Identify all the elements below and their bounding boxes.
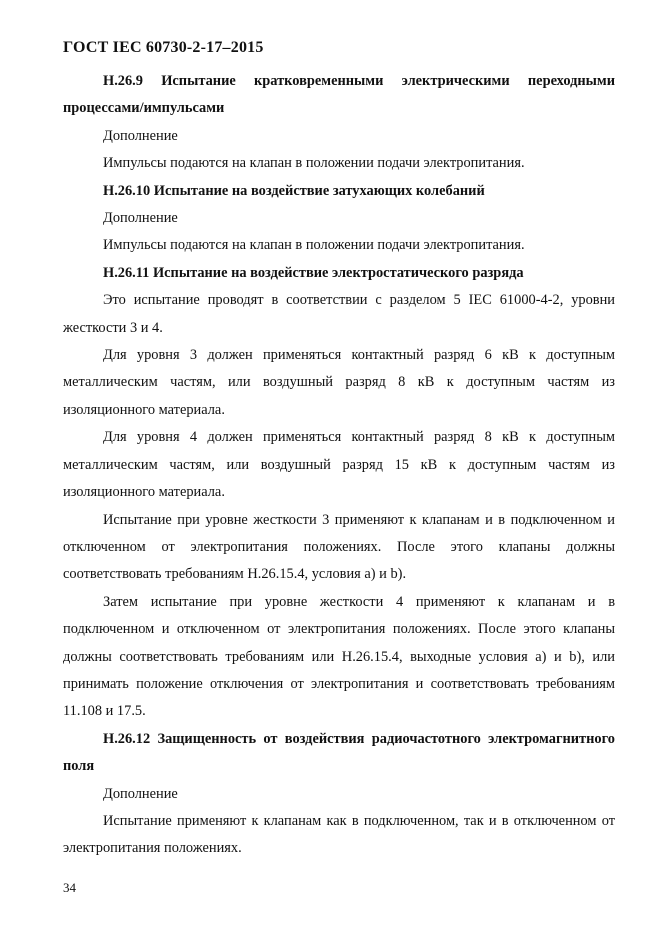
paragraph: Импульсы подаются на клапан в положении подачи электропитания. [103, 155, 525, 172]
paragraph: Испытание применяют к клапанам как в подключенном, так и в отключенном от электропитания положениях. [63, 812, 615, 857]
paragraph: Затем испытание при уровне жесткости 4 применяют к клапанам и в подключенном и отключенном от электропитания положениях. После этого клапаны должны соответствовать требованиям или Н.26.15.4, выходные условия a) и b), или принимать положение отключения от электропитания и соответствовать требованиям 11.108 и 17.5. [63, 593, 615, 720]
section-heading-h26-12: Н.26.12 Защищенность от воздействия радиочастотного электромагнитного поля [63, 730, 615, 775]
document-body [63, 68, 615, 863]
section-heading-h26-11: Н.26.11 Испытание на воздействие электростатического разряда [103, 264, 524, 281]
paragraph: Для уровня 4 должен применяться контактный разряд 8 кВ к доступным металлическим частям, или воздушный разряд 15 кВ к доступным частям из изоляционного материала. [63, 429, 615, 501]
supplement-label: Дополнение [103, 210, 178, 227]
supplement-label: Дополнение [103, 785, 178, 802]
paragraph: Испытание при уровне жесткости 3 применяют к клапанам и в подключенном и отключенном от электропитания положениях. После этого клапаны должны соответствовать требованиям Н.26.15.4, условия a) и b). [63, 511, 615, 583]
supplement-label: Дополнение [103, 127, 178, 144]
section-heading-h26-10: Н.26.10 Испытание на воздействие затухающих колебаний [103, 182, 485, 199]
paragraph: Для уровня 3 должен применяться контактный разряд 6 кВ к доступным металлическим частям, или воздушный разряд 8 кВ к доступным частям из изоляционного материала. [63, 347, 615, 418]
document-header: ГОСТ IEC 60730-2-17–2015 [63, 39, 264, 56]
paragraph: Это испытание проводят в соответствии с разделом 5 IEC 61000-4-2, уровни жесткости 3 и 4. [63, 292, 615, 336]
page-number: 34 [63, 880, 76, 895]
section-heading-h26-9: Н.26.9 Испытание кратковременными электрическими переходными процессами/импульсами [63, 73, 615, 117]
paragraph: Импульсы подаются на клапан в положении подачи электропитания. [103, 237, 525, 254]
